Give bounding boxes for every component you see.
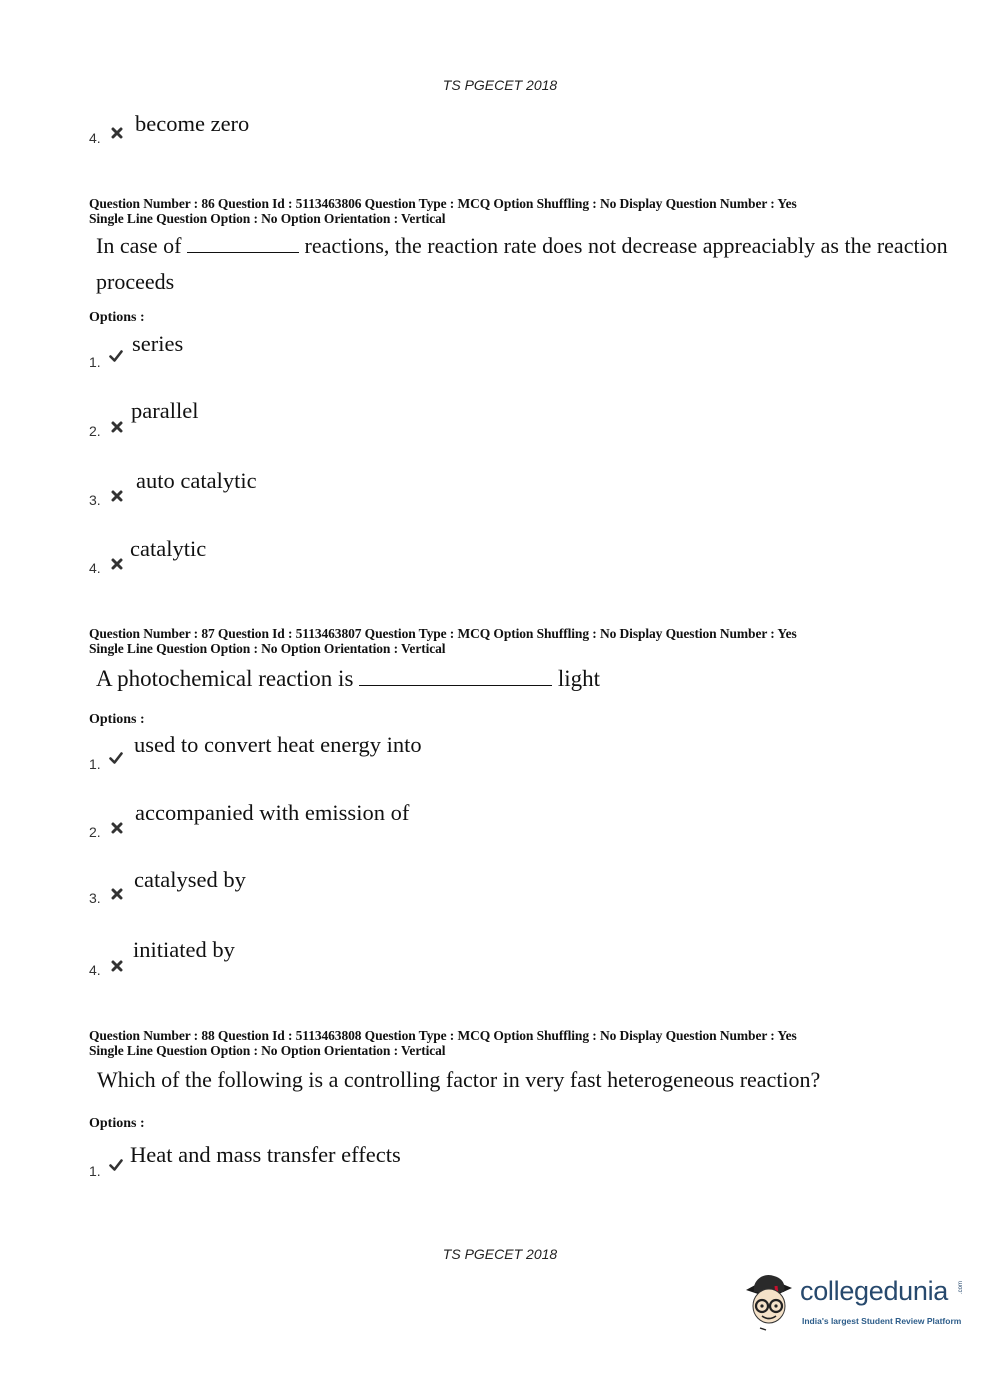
cross-icon — [110, 489, 124, 503]
logo-suffix: .com — [958, 1280, 964, 1294]
question-text-86-line2: proceeds — [96, 269, 175, 294]
options-label: Options : — [89, 1116, 145, 1131]
option-number: 2. — [89, 824, 101, 840]
cross-icon — [110, 959, 124, 973]
cross-icon — [110, 420, 124, 434]
question-meta-87: Question Number : 87 Question Id : 5113463807 Question Type : MCQ Option Shuffling : No Display Question Number : Yes Single Line Question Option : No Option Orientation : Vertical — [89, 626, 797, 656]
option-number: 3. — [89, 890, 101, 906]
option-number: 3. — [89, 492, 101, 508]
option-number: 4. — [89, 560, 101, 576]
option-text: catalysed by — [134, 867, 246, 892]
option-text: catalytic — [130, 536, 207, 561]
question-text-86: In case of reactions, the reaction rate does not decrease appreaciably as the reaction — [96, 233, 948, 258]
answer-blank — [359, 669, 552, 686]
option-text: accompanied with emission of — [135, 800, 410, 825]
mascot-icon — [742, 1266, 800, 1336]
check-icon — [109, 1158, 123, 1172]
option-text: Heat and mass transfer effects — [130, 1142, 401, 1167]
option-text: auto catalytic — [136, 468, 257, 493]
options-label: Options : — [89, 712, 145, 727]
option-number: 1. — [89, 1163, 101, 1179]
option-number: 4. — [89, 962, 101, 978]
option-number: 2. — [89, 423, 101, 439]
question-meta-88: Question Number : 88 Question Id : 5113463808 Question Type : MCQ Option Shuffling : No Display Question Number : Yes Single Line Question Option : No Option Orientation : Vertical — [89, 1028, 797, 1058]
options-label: Options : — [89, 310, 145, 325]
check-icon — [109, 349, 123, 363]
logo-tagline: India's largest Student Review Platform — [802, 1316, 962, 1326]
option-text: used to convert heat energy into — [134, 732, 422, 757]
option-text: parallel — [131, 398, 199, 423]
question-text-87: A photochemical reaction is light — [96, 666, 601, 691]
cross-icon — [110, 557, 124, 571]
cross-icon — [110, 887, 124, 901]
page-header: TS PGECET 2018 — [442, 77, 558, 93]
option-number: 1. — [89, 756, 101, 772]
answer-blank — [187, 236, 299, 253]
option-number: 1. — [89, 354, 101, 370]
collegedunia-logo — [742, 1266, 972, 1336]
cross-icon — [110, 821, 124, 835]
question-text-88: Which of the following is a controlling factor in very fast heterogeneous reaction? — [97, 1067, 821, 1092]
question-meta-86: Question Number : 86 Question Id : 5113463806 Question Type : MCQ Option Shuffling : No Display Question Number : Yes Single Line Question Option : No Option Orientation : Vertical — [89, 196, 797, 226]
option-text: become zero — [135, 111, 250, 136]
option-text: initiated by — [133, 937, 235, 962]
check-icon — [109, 751, 123, 765]
option-text: series — [132, 331, 184, 356]
cross-icon — [110, 126, 124, 140]
option-number: 4. — [89, 130, 101, 146]
logo-wordmark: collegedunia — [800, 1276, 949, 1306]
page-footer: TS PGECET 2018 — [442, 1246, 558, 1262]
